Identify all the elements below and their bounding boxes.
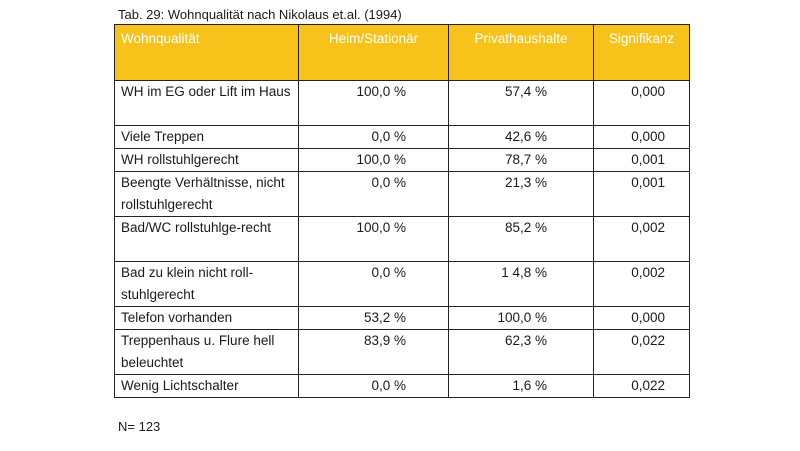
row-label: Beengte Verhältnisse, nicht rollstuhlgerecht [115, 172, 299, 217]
value-signifikanz: 0,000 [594, 81, 690, 126]
table-row [115, 172, 690, 217]
row-label: WH im EG oder Lift im Haus [115, 81, 299, 126]
table-row [115, 330, 690, 375]
value-heim: 0,0 % [299, 262, 449, 307]
table-row [115, 217, 690, 262]
row-label: Viele Treppen [115, 126, 299, 149]
value-signifikanz: 0,002 [594, 262, 690, 307]
table-row [115, 149, 690, 172]
value-privat: 78,7 % [449, 149, 594, 172]
table-row [115, 262, 690, 307]
value-privat: 21,3 % [449, 172, 594, 217]
header-heim-stationaer: Heim/Stationär [299, 25, 449, 81]
value-heim: 100,0 % [299, 81, 449, 126]
value-heim: 0,0 % [299, 126, 449, 149]
row-label: Telefon vorhanden [115, 307, 299, 330]
value-heim: 83,9 % [299, 330, 449, 375]
value-privat: 1,6 % [449, 375, 594, 398]
value-heim: 100,0 % [299, 217, 449, 262]
sample-size-note: N= 123 [118, 419, 161, 434]
header-signifikanz: Signifikanz [594, 25, 690, 81]
value-privat: 85,2 % [449, 217, 594, 262]
value-signifikanz: 0,022 [594, 330, 690, 375]
value-privat: 1 4,8 % [449, 262, 594, 307]
value-privat: 57,4 % [449, 81, 594, 126]
value-heim: 0,0 % [299, 172, 449, 217]
value-signifikanz: 0,002 [594, 217, 690, 262]
row-label: WH rollstuhlgerecht [115, 149, 299, 172]
table-row [115, 375, 690, 398]
value-heim: 100,0 % [299, 149, 449, 172]
value-privat: 100,0 % [449, 307, 594, 330]
value-privat: 42,6 % [449, 126, 594, 149]
value-heim: 0,0 % [299, 375, 449, 398]
table-row [115, 126, 690, 149]
value-heim: 53,2 % [299, 307, 449, 330]
row-label: Bad zu klein nicht roll-stuhlgerecht [115, 262, 299, 307]
housing-quality-table [114, 24, 690, 398]
table-row [115, 307, 690, 330]
table-header-row [115, 25, 690, 81]
table-caption: Tab. 29: Wohnqualität nach Nikolaus et.al. (1994) [118, 7, 402, 22]
value-privat: 62,3 % [449, 330, 594, 375]
value-signifikanz: 0,000 [594, 126, 690, 149]
row-label: Wenig Lichtschalter [115, 375, 299, 398]
value-signifikanz: 0,001 [594, 149, 690, 172]
value-signifikanz: 0,001 [594, 172, 690, 217]
value-signifikanz: 0,022 [594, 375, 690, 398]
row-label: Treppenhaus u. Flure hell beleuchtet [115, 330, 299, 375]
table-row [115, 81, 690, 126]
value-signifikanz: 0,000 [594, 307, 690, 330]
row-label: Bad/WC rollstuhlge-recht [115, 217, 299, 262]
header-privathaushalte: Privathaushalte [449, 25, 594, 81]
header-wohnqualitaet: Wohnqualität [115, 25, 299, 81]
